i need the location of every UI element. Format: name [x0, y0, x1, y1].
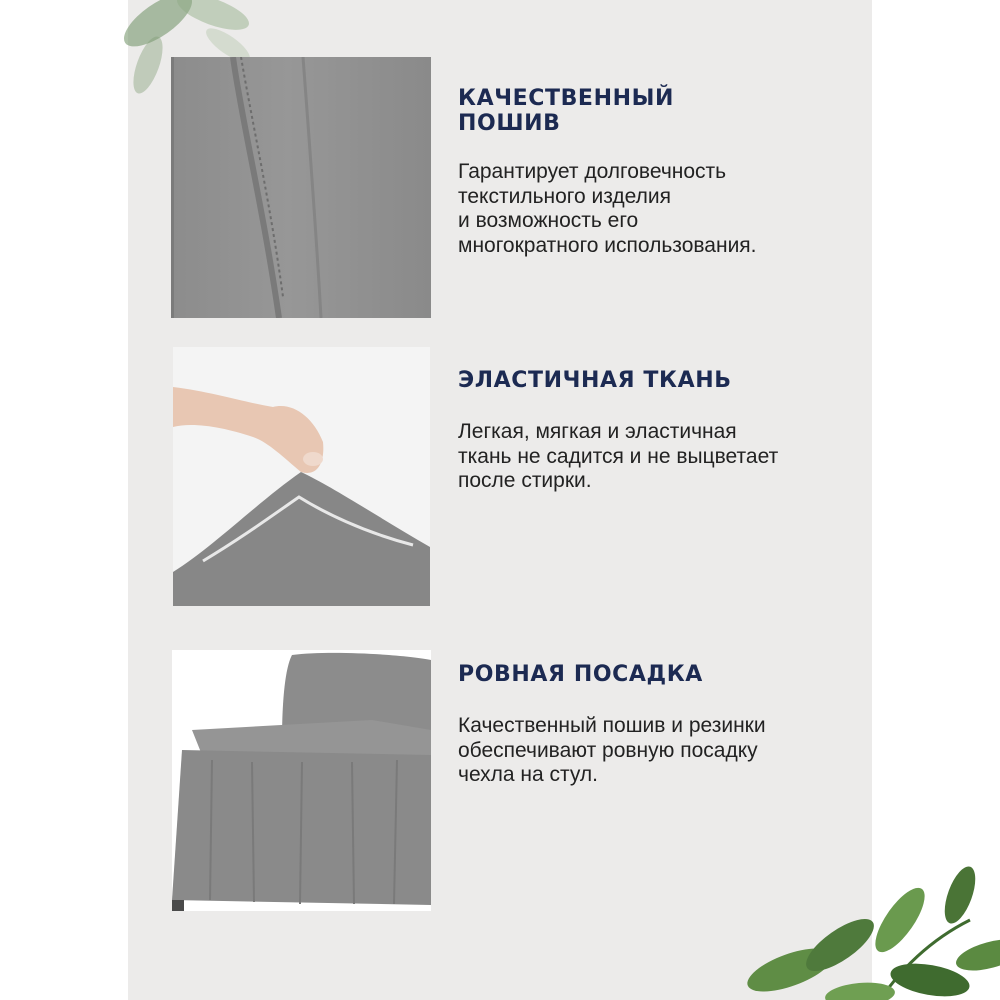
feature-title-line: РОВНАЯ ПОСАДКА: [458, 662, 703, 687]
feature-title: [458, 368, 878, 393]
feature-text-line: после стирки.: [458, 469, 592, 492]
feature-text-line: Качественный пошив и резинки: [458, 714, 766, 737]
feature-text-line: и возможность его: [458, 209, 639, 232]
feature-elastic-fabric: [458, 368, 878, 494]
feature-text-line: обеспечивают ровную посадку: [458, 738, 758, 762]
feature-title-line: КАЧЕСТВЕННЫЙ: [458, 86, 674, 111]
feature-title: [458, 662, 878, 687]
feature-even-fit: [458, 662, 878, 788]
feature-description: [458, 160, 878, 258]
feature-title-line: ЭЛАСТИЧНАЯ ТКАНЬ: [458, 368, 732, 393]
feature-text-line: многократного использования.: [458, 233, 757, 257]
feature-title: [458, 86, 878, 136]
feature-text-line: чехла на стул.: [458, 763, 599, 786]
feature-title-line: ПОШИВ: [458, 111, 561, 136]
stitching-closeup-image: [171, 57, 431, 318]
feature-text-line: ткань не садится и не выцветает: [458, 444, 779, 468]
elastic-fabric-image: [173, 347, 430, 606]
feature-text-line: текстильного изделия: [458, 184, 672, 208]
plant-leaves-decoration: [730, 860, 1000, 1000]
feature-text-line: Легкая, мягкая и эластичная: [458, 420, 737, 443]
feature-description: [458, 420, 878, 494]
feature-text-line: Гарантирует долговечность: [458, 160, 727, 183]
feature-description: [458, 714, 878, 788]
chair-cover-image: [172, 650, 431, 911]
feature-quality-sewing: [458, 86, 878, 258]
